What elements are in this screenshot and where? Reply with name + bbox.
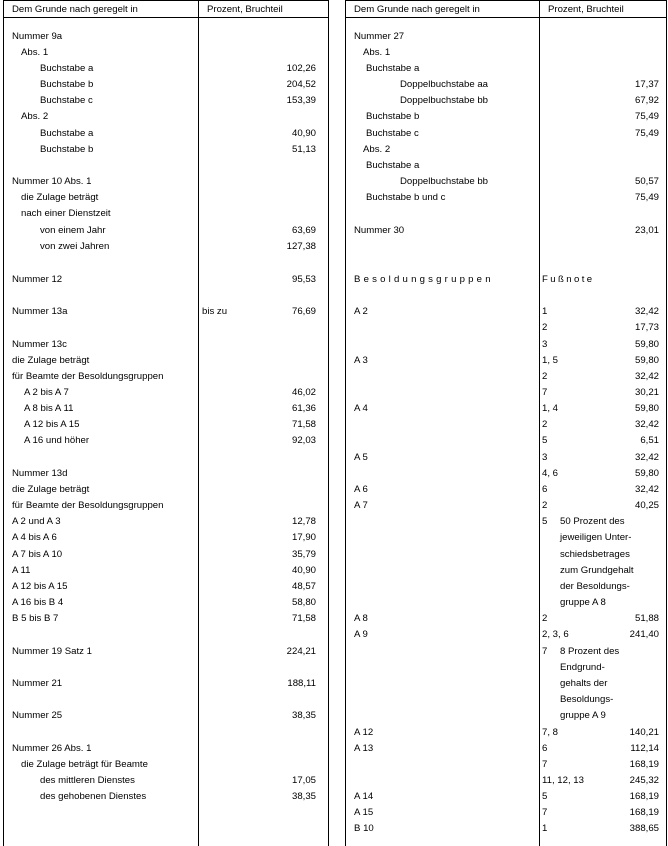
row-label: Nummer 13a [12,306,68,317]
row-value: 51,88 [634,613,659,624]
row-label: Buchstabe c [366,128,419,139]
table-row [346,94,666,108]
table-row [346,709,666,723]
row-value: 58,80 [291,597,316,608]
row-qualifier: Fußnote [542,274,595,285]
row-label: A 4 [354,403,368,414]
table-row [346,127,666,141]
row-label: Buchstabe b [40,79,94,90]
row-qualifier: 11, 12, 13 [542,775,584,786]
row-label: Abs. 1 [363,47,391,58]
row-value: 67,92 [634,95,659,106]
row-value: 245,32 [629,775,659,786]
table-row [346,321,666,335]
table-row [4,46,328,60]
table-row [346,822,666,836]
row-qualifier: 1 [542,823,548,834]
table-row [4,94,328,108]
row-value: 48,57 [291,581,316,592]
row-value: 17,73 [634,322,659,333]
table-row [4,677,328,691]
row-value: 61,36 [291,403,316,414]
table-row [346,305,666,319]
table-row [346,742,666,756]
row-label: A 13 [354,743,374,754]
table-row [4,596,328,610]
row-qualifier: 6 [542,743,548,754]
row-label: A 9 [354,629,368,640]
row-value: 75,49 [634,128,659,139]
row-value: 102,26 [286,63,316,74]
row-label: Buchstabe a [40,63,94,74]
footnote-text: Besoldungs- [560,694,614,705]
row-value: 168,19 [629,759,659,770]
row-value: 30,21 [634,387,659,398]
row-qualifier: 2, 3, 6 [542,629,569,640]
row-label: Doppelbuchstabe bb [400,95,489,106]
table-row [346,143,666,157]
row-label: A 5 [354,452,368,463]
table-row [4,434,328,448]
row-qualifier: 7 [542,646,548,657]
row-value: 140,21 [629,727,659,738]
table-row [346,418,666,432]
row-label: die Zulage beträgt [12,355,90,366]
row-value: 75,49 [634,111,659,122]
row-label: nach einer Dienstzeit [21,208,111,219]
row-value: 112,14 [630,743,659,754]
table-row [4,548,328,562]
row-qualifier: 7 [542,807,548,818]
row-value: 59,80 [634,339,659,350]
table-row [346,467,666,481]
row-value: 76,69 [291,306,316,317]
row-label: Buchstabe b [366,111,420,122]
footnote-text: gehalts der [560,678,608,689]
row-value: 51,13 [291,144,316,155]
row-label: Buchstabe c [40,95,93,106]
table-row [4,240,328,254]
table-row [4,612,328,626]
table-row [346,338,666,352]
table-row [346,499,666,513]
row-label: Nummer 30 [354,225,405,236]
table-row [346,402,666,416]
row-value: 17,37 [634,79,659,90]
row-label: Nummer 27 [354,31,405,42]
table-row [346,62,666,76]
row-qualifier: 5 [542,791,548,802]
row-value: 32,42 [634,452,659,463]
row-label: Nummer 9a [12,31,63,42]
footnote-text: gruppe A 9 [560,710,606,721]
row-label: von zwei Jahren [40,241,110,252]
row-label: des gehobenen Dienstes [40,791,147,802]
row-label: Abs. 2 [363,144,391,155]
table-row [4,110,328,124]
footnote-text: Endgrund- [560,662,605,673]
table-row [346,30,666,44]
row-label: A 2 und A 3 [12,516,61,527]
row-label: für Beamte der Besoldungsgruppen [12,371,164,382]
row-qualifier: 5 [542,516,548,527]
table-row [4,580,328,594]
table-row [4,564,328,578]
row-value: 17,05 [291,775,316,786]
table-row [4,207,328,221]
row-value: 59,80 [634,355,659,366]
table-row [346,370,666,384]
table-row [346,758,666,772]
row-qualifier: 2 [542,371,548,382]
table-row [4,758,328,772]
row-qualifier: 1 [542,306,548,317]
row-qualifier: 5 [542,435,548,446]
row-label: A 8 bis A 11 [24,403,74,414]
table-row [346,774,666,788]
row-value: 40,90 [291,128,316,139]
table-row [346,78,666,92]
row-label: Abs. 1 [21,47,49,58]
right-table [345,0,667,846]
row-value: 40,25 [634,500,659,511]
row-label: A 12 bis A 15 [12,581,68,592]
table-row [4,354,328,368]
row-label: A 3 [354,355,368,366]
row-value: 38,35 [291,710,316,721]
header-percent: Prozent, Bruchteil [207,4,283,15]
row-label: A 11 [12,565,31,576]
table-row [346,628,666,642]
table-row [346,693,666,707]
table-row [4,175,328,189]
footnote-text: zum Grundgehalt [560,565,634,576]
table-row [346,386,666,400]
table-row [346,451,666,465]
row-value: 127,38 [286,241,316,252]
row-label: Buchstabe a [40,128,94,139]
header-regulation: Dem Grunde nach geregelt in [354,4,480,15]
row-value: 59,80 [634,468,659,479]
row-label: Nummer 12 [12,274,63,285]
row-value: 71,58 [291,419,316,430]
row-value: 50,57 [634,176,659,187]
header-regulation: Dem Grunde nach geregelt in [12,4,138,15]
row-label: A 15 [354,807,374,818]
table-row [4,790,328,804]
row-value: 188,11 [287,678,316,689]
table-row [346,612,666,626]
footnote-text: schiedsbetrages [560,549,630,560]
row-qualifier: bis zu [202,306,228,317]
header-percent: Prozent, Bruchteil [548,4,624,15]
row-label: A 16 und höher [24,435,90,446]
row-value: 32,42 [634,484,659,495]
table-row [346,224,666,238]
row-label: A 12 bis A 15 [24,419,80,430]
row-label: Doppelbuchstabe bb [400,176,489,187]
row-label: B 10 [354,823,374,834]
row-value: 168,19 [629,807,659,818]
row-label: A 2 [354,306,368,317]
footnote-text: jeweiligen Unter- [560,532,632,543]
table-row [4,386,328,400]
row-label: die Zulage beträgt [21,192,99,203]
row-value: 168,19 [629,791,659,802]
row-value: 12,78 [291,516,316,527]
table-row [346,661,666,675]
table-row [4,467,328,481]
table-row [346,515,666,529]
footnote-text: gruppe A 8 [560,597,606,608]
table-row [346,434,666,448]
row-label: des mittleren Dienstes [40,775,135,786]
row-value: 388,65 [629,823,659,834]
row-qualifier: 6 [542,484,548,495]
row-label: A 12 [354,727,374,738]
row-label: A 8 [354,613,368,624]
row-label: Buchstabe b [40,144,94,155]
table-row [346,175,666,189]
table-row [4,191,328,205]
row-value: 71,58 [291,613,316,624]
row-value: 6,51 [640,435,659,446]
row-value: 153,39 [286,95,316,106]
table-row [4,30,328,44]
row-label: die Zulage beträgt für Beamte [21,759,148,770]
table-row [4,499,328,513]
row-label: Nummer 19 Satz 1 [12,646,92,657]
table-row [4,645,328,659]
table-row [4,273,328,287]
row-value: 92,03 [291,435,316,446]
table-row [346,110,666,124]
row-value: 32,42 [634,371,659,382]
row-label: Nummer 26 Abs. 1 [12,743,92,754]
row-label: Buchstabe b und c [366,192,446,203]
table-row [4,224,328,238]
row-label: A 2 bis A 7 [24,387,69,398]
table-row [346,354,666,368]
row-qualifier: 1, 5 [542,355,559,366]
table-row [346,677,666,691]
row-value: 46,02 [291,387,316,398]
table-row [346,580,666,594]
row-label: B 5 bis B 7 [12,613,59,624]
table-row [346,159,666,173]
row-value: 241,40 [629,629,659,640]
table-row [346,726,666,740]
table-row [346,483,666,497]
row-qualifier: 3 [542,339,548,350]
row-value: 32,42 [634,419,659,430]
row-label: A 6 [354,484,368,495]
table-row [4,402,328,416]
row-value: 204,52 [286,79,316,90]
row-label: Besoldungsgruppen [354,274,494,285]
row-label: A 4 bis A 6 [12,532,57,543]
table-row [4,62,328,76]
table-row [4,305,328,319]
table-row [4,531,328,545]
row-label: A 14 [354,791,374,802]
row-qualifier: 7 [542,759,548,770]
table-row [4,127,328,141]
table-row [4,370,328,384]
row-label: Nummer 13d [12,468,68,479]
row-value: 35,79 [291,549,316,560]
row-qualifier: 3 [542,452,548,463]
row-qualifier: 7 [542,387,548,398]
left-table [3,0,329,846]
table-row [346,273,666,287]
row-label: Nummer 21 [12,678,63,689]
row-value: 95,53 [291,274,316,285]
row-label: Nummer 10 Abs. 1 [12,176,92,187]
row-label: die Zulage beträgt [12,484,90,495]
table-row [4,418,328,432]
row-value: 59,80 [634,403,659,414]
row-value: 38,35 [291,791,316,802]
row-label: Buchstabe a [366,160,420,171]
table-row [346,596,666,610]
footnote-text: 8 Prozent des [560,646,620,657]
footnote-text: der Besoldungs- [560,581,630,592]
row-value: 40,90 [291,565,316,576]
row-label: Doppelbuchstabe aa [400,79,489,90]
table-row [4,709,328,723]
row-label: Buchstabe a [366,63,420,74]
table-row [4,515,328,529]
row-qualifier: 2 [542,500,548,511]
row-qualifier: 1, 4 [542,403,559,414]
row-value: 17,90 [291,532,316,543]
row-label: A 16 bis B 4 [12,597,64,608]
row-label: Nummer 25 [12,710,63,721]
row-value: 23,01 [634,225,659,236]
table-row [346,645,666,659]
table-row [4,143,328,157]
table-row [346,531,666,545]
table-row [4,483,328,497]
row-value: 32,42 [634,306,659,317]
row-label: Nummer 13c [12,339,67,350]
footnote-text: 50 Prozent des [560,516,625,527]
table-row [4,338,328,352]
row-qualifier: 2 [542,613,548,624]
row-label: A 7 bis A 10 [12,549,63,560]
row-qualifier: 2 [542,419,548,430]
row-qualifier: 7, 8 [542,727,559,738]
table-row [346,548,666,562]
row-label: A 7 [354,500,368,511]
table-header [346,0,666,18]
table-row [346,806,666,820]
table-row [4,742,328,756]
table-row [346,564,666,578]
row-value: 224,21 [286,646,316,657]
table-row [4,78,328,92]
row-label: von einem Jahr [40,225,106,236]
table-header [4,0,328,18]
table-row [4,774,328,788]
row-value: 75,49 [634,192,659,203]
table-row [346,790,666,804]
table-row [346,191,666,205]
row-qualifier: 4, 6 [542,468,559,479]
row-label: Abs. 2 [21,111,49,122]
row-label: für Beamte der Besoldungsgruppen [12,500,164,511]
row-value: 63,69 [291,225,316,236]
table-row [346,46,666,60]
row-qualifier: 2 [542,322,548,333]
